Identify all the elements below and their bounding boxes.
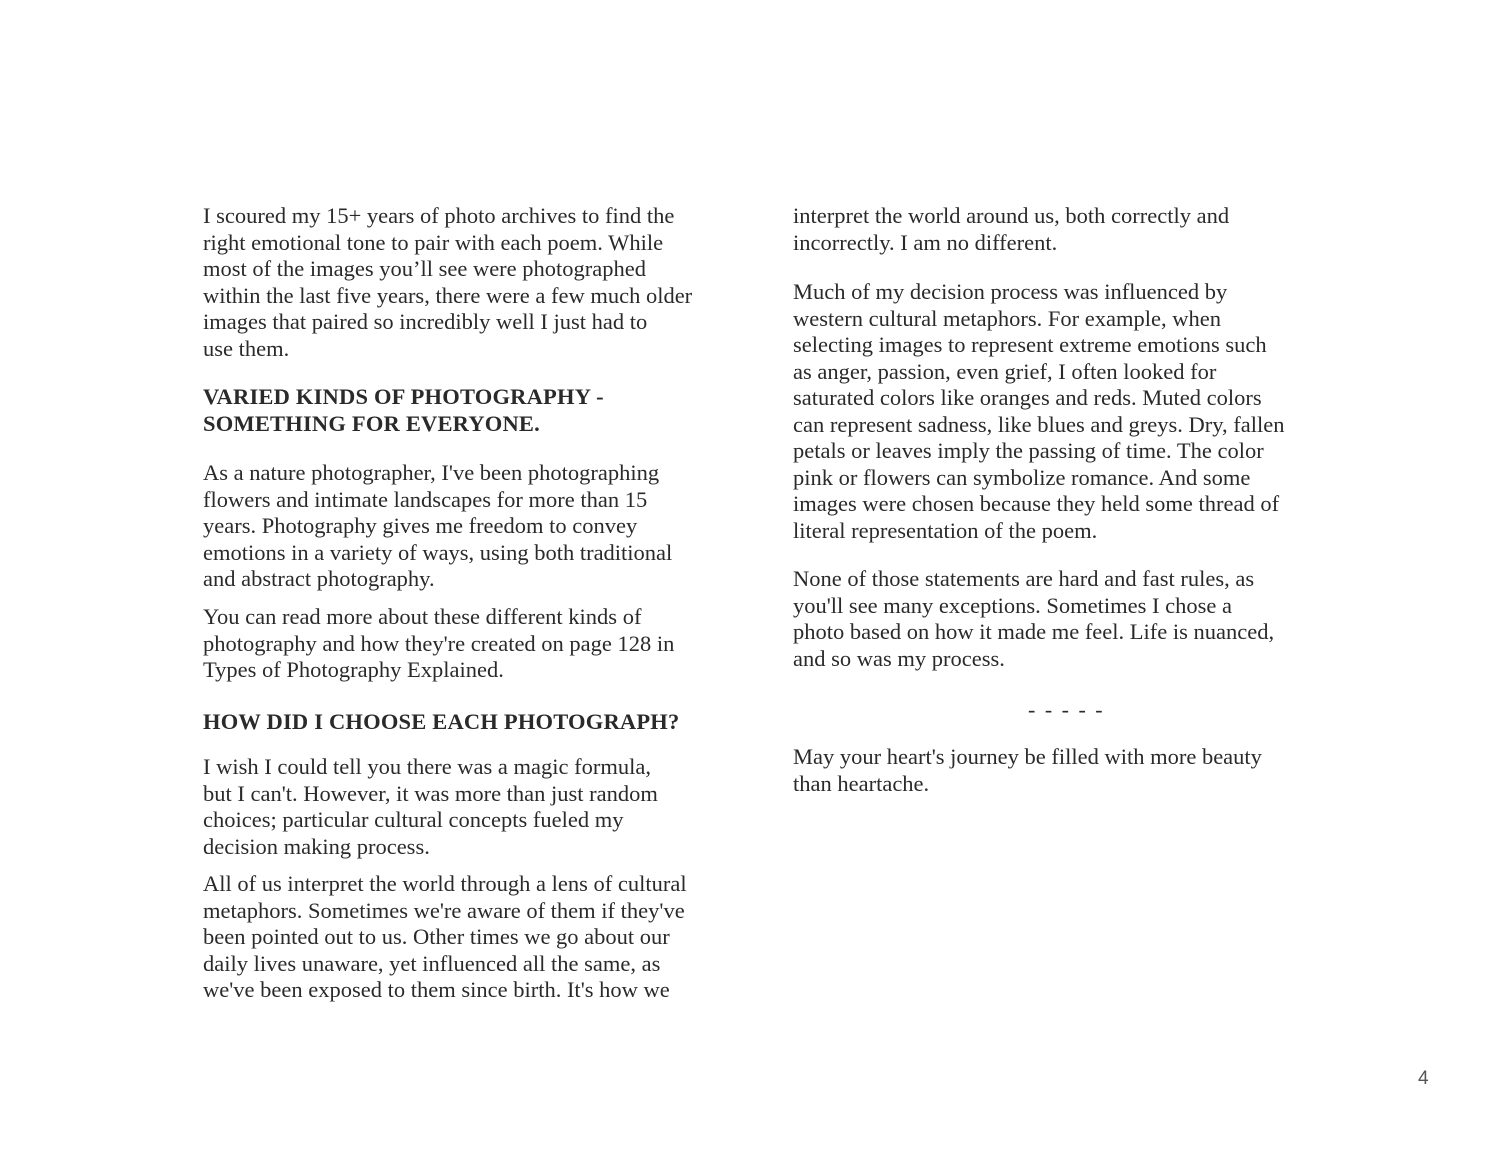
text-line: Much of my decision process was influenced by xyxy=(793,279,1228,304)
paragraph-closing-wish xyxy=(793,744,1262,797)
paragraph-magic-formula xyxy=(203,754,658,860)
text-line: western cultural metaphors. For example, when xyxy=(793,305,1221,331)
text-line: can represent sadness, like blues and greys. Dry, fallen xyxy=(793,411,1285,437)
text-line: right emotional tone to pair with each poem. While xyxy=(203,229,664,255)
text-line: SOMETHING FOR EVERYONE. xyxy=(203,410,540,436)
text-line: within the last five years, there were a few much older xyxy=(203,282,693,308)
text-line: I wish I could tell you there was a magic formula, xyxy=(203,754,651,779)
text-line: literal representation of the poem. xyxy=(793,517,1098,543)
text-line: pink or flowers can symbolize romance. And some xyxy=(793,464,1251,490)
text-line: been pointed out to us. Other times we go about our xyxy=(203,924,670,949)
text-line: metaphors. Sometimes we're aware of them if they've xyxy=(203,897,685,923)
text-line: most of the images you’ll see were photographed xyxy=(203,256,647,281)
text-line: you'll see many exceptions. Sometimes I chose a xyxy=(793,592,1232,618)
text-line: choices; particular cultural concepts fueled my xyxy=(203,807,624,832)
text-line: incorrectly. I am no different. xyxy=(793,229,1058,255)
paragraph-read-more xyxy=(203,604,674,684)
page-number: 4 xyxy=(1418,1068,1429,1089)
text-line: May your heart's journey be filled with more beauty xyxy=(793,744,1262,769)
text-line: saturated colors like oranges and reds. Muted colors xyxy=(793,385,1262,410)
text-line: I scoured my 15+ years of photo archives to find the xyxy=(203,203,675,228)
text-line: daily lives unaware, yet influenced all the same, as xyxy=(203,950,661,976)
heading-how-did-i-choose xyxy=(203,709,679,736)
text-line: HOW DID I CHOOSE EACH PHOTOGRAPH? xyxy=(203,709,680,734)
section-separator: - - - - - xyxy=(1028,697,1105,722)
text-line: selecting images to represent extreme emotions such xyxy=(793,332,1267,357)
text-line: years. Photography gives me freedom to convey xyxy=(203,513,638,538)
paragraph-cultural-metaphors xyxy=(203,871,687,1004)
text-line: than heartache. xyxy=(793,770,930,796)
text-line: Types of Photography Explained. xyxy=(203,657,504,682)
paragraph-decision-process xyxy=(793,279,1285,544)
text-line: As a nature photographer, I've been photographing xyxy=(203,460,660,485)
text-line: You can read more about these different kinds of xyxy=(203,604,642,629)
heading-varied-kinds xyxy=(203,384,604,437)
text-line: photography and how they're created on page 128 in xyxy=(203,630,675,656)
text-line: VARIED KINDS OF PHOTOGRAPHY - xyxy=(203,384,604,409)
text-line: flowers and intimate landscapes for more than 15 xyxy=(203,486,648,512)
paragraph-photo-archives xyxy=(203,203,692,362)
text-line: interpret the world around us, both correctly and xyxy=(793,203,1230,228)
text-line: but I can't. However, it was more than just random xyxy=(203,780,658,806)
text-line: All of us interpret the world through a lens of cultural xyxy=(203,871,687,896)
text-line: use them. xyxy=(203,335,290,361)
paragraph-interpret-world xyxy=(793,203,1229,256)
text-line: we've been exposed to them since birth. It's how we xyxy=(203,977,670,1002)
text-line: decision making process. xyxy=(203,833,430,859)
paragraph-nature-photographer xyxy=(203,460,672,593)
text-line: as anger, passion, even grief, I often looked for xyxy=(793,358,1217,384)
text-line: emotions in a variety of ways, using both traditional xyxy=(203,539,673,565)
text-line: images were chosen because they held some thread of xyxy=(793,491,1280,516)
text-line: and abstract photography. xyxy=(203,566,435,591)
text-line: and so was my process. xyxy=(793,645,1005,671)
text-line: petals or leaves imply the passing of time. The color xyxy=(793,438,1264,463)
text-line: photo based on how it made me feel. Life is nuanced, xyxy=(793,619,1275,644)
paragraph-exceptions xyxy=(793,566,1274,672)
text-line: images that paired so incredibly well I just had to xyxy=(203,309,648,334)
text-line: None of those statements are hard and fast rules, as xyxy=(793,566,1255,591)
